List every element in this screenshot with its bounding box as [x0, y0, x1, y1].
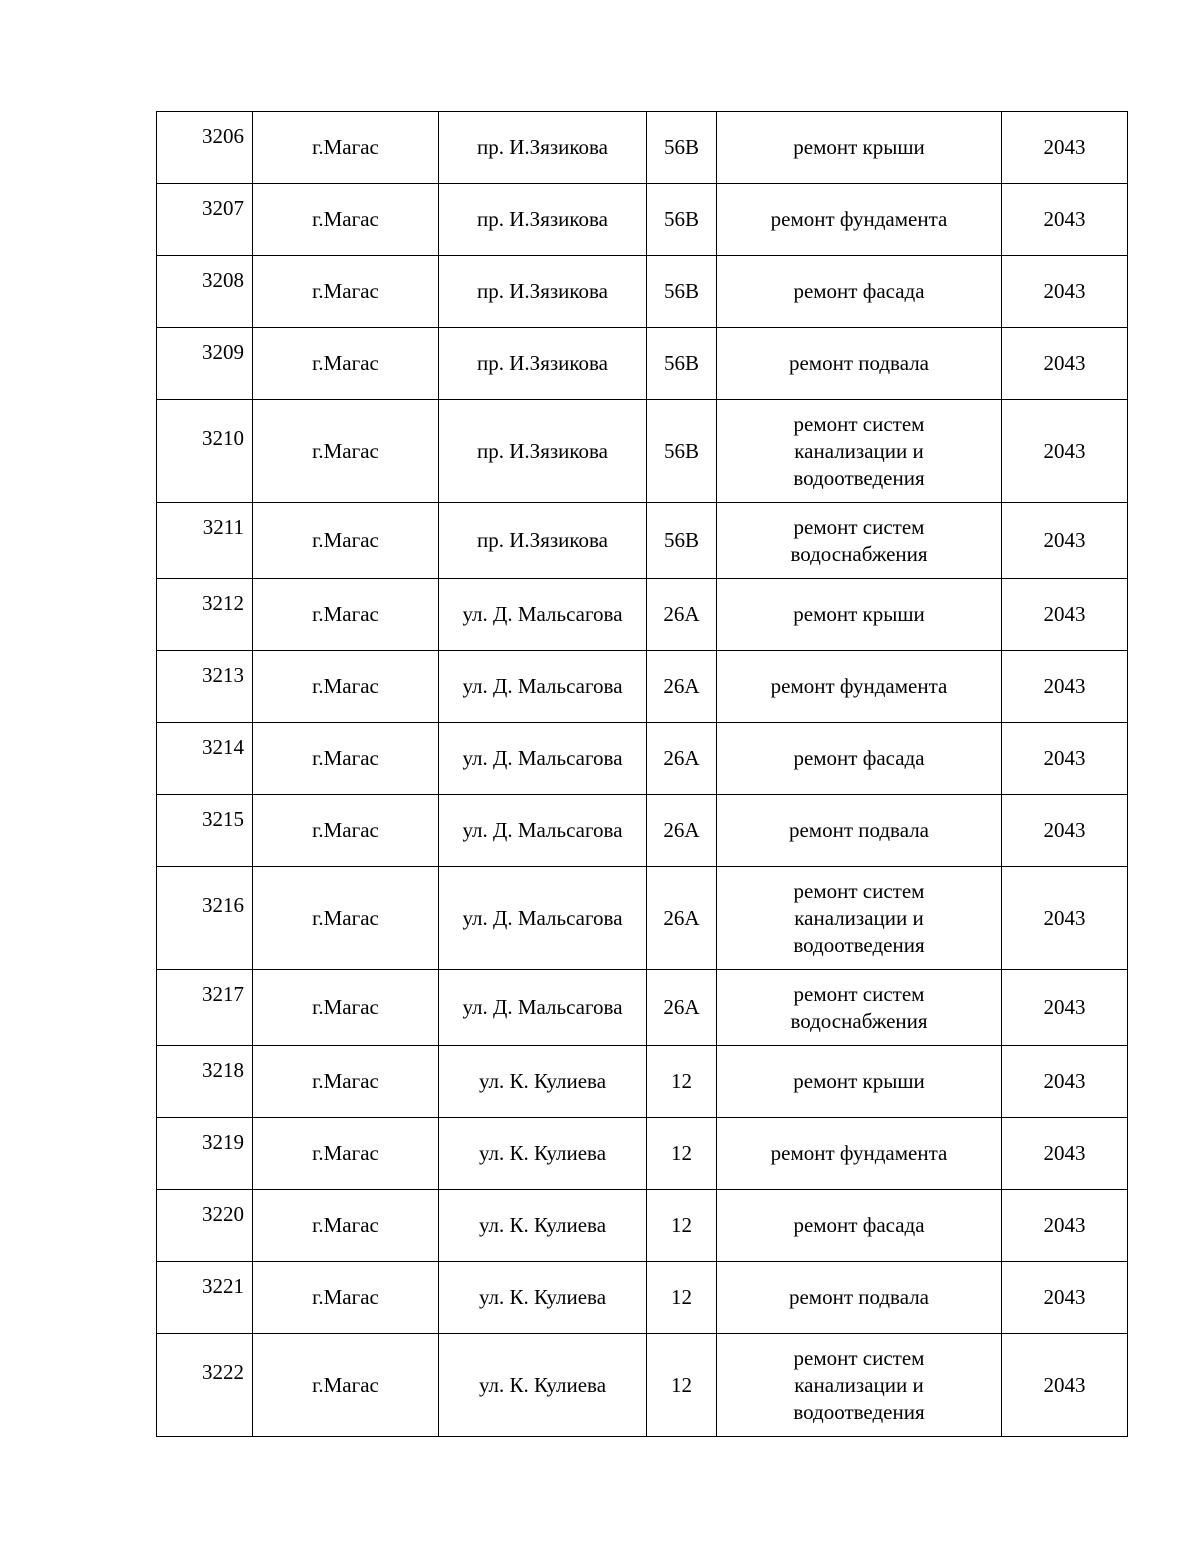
- city-cell: г.Магас: [253, 1046, 439, 1118]
- city-cell: г.Магас: [253, 503, 439, 579]
- house-number-cell: 12: [647, 1046, 717, 1118]
- work-type-line: ремонт фасада: [793, 279, 925, 303]
- work-type-line: водоотведения: [793, 932, 925, 957]
- year-cell: 2043: [1002, 328, 1128, 400]
- table-row: [157, 970, 1128, 1046]
- street-cell: ул. Д. Мальсагова: [439, 970, 647, 1046]
- year-cell: 2043: [1002, 1334, 1128, 1437]
- street-cell: пр. И.Зязикова: [439, 256, 647, 328]
- table-row: [157, 579, 1128, 651]
- year-cell: 2043: [1002, 1118, 1128, 1190]
- table-row: [157, 400, 1128, 503]
- work-type-cell: [717, 503, 1002, 579]
- work-type-line: ремонт подвала: [788, 1285, 930, 1309]
- work-type-cell: [717, 579, 1002, 651]
- row-number-cell: 3221: [157, 1262, 253, 1334]
- table-row: [157, 1118, 1128, 1190]
- row-number-cell: 3213: [157, 651, 253, 723]
- repair-schedule-table: [156, 111, 1128, 1437]
- table-body: [157, 112, 1128, 1437]
- work-type-line: водоснабжения: [790, 1008, 928, 1033]
- row-number-cell: 3218: [157, 1046, 253, 1118]
- year-cell: 2043: [1002, 1190, 1128, 1262]
- house-number-cell: 56В: [647, 112, 717, 184]
- street-cell: ул. К. Кулиева: [439, 1190, 647, 1262]
- work-type-cell: [717, 112, 1002, 184]
- row-number-cell: 3208: [157, 256, 253, 328]
- work-type-line: ремонт фасада: [793, 746, 925, 770]
- table-row: [157, 1334, 1128, 1437]
- row-number-cell: 3217: [157, 970, 253, 1046]
- street-cell: пр. И.Зязикова: [439, 112, 647, 184]
- work-type-line: ремонт фундамента: [770, 674, 948, 698]
- work-type-line: ремонт фасада: [793, 1213, 925, 1237]
- work-type-cell: [717, 867, 1002, 970]
- house-number-cell: 12: [647, 1262, 717, 1334]
- city-cell: г.Магас: [253, 1190, 439, 1262]
- work-type-line: ремонт систем: [793, 981, 925, 1006]
- work-type-cell: [717, 256, 1002, 328]
- house-number-cell: 56В: [647, 328, 717, 400]
- work-type-line: ремонт подвала: [788, 351, 930, 375]
- city-cell: г.Магас: [253, 723, 439, 795]
- year-cell: 2043: [1002, 579, 1128, 651]
- work-type-line: ремонт крыши: [793, 602, 925, 626]
- city-cell: г.Магас: [253, 112, 439, 184]
- year-cell: 2043: [1002, 795, 1128, 867]
- work-type-line: ремонт систем: [793, 1345, 925, 1370]
- street-cell: ул. К. Кулиева: [439, 1046, 647, 1118]
- table-row: [157, 867, 1128, 970]
- work-type-line: водоотведения: [793, 1399, 925, 1424]
- row-number-cell: 3219: [157, 1118, 253, 1190]
- work-type-line: ремонт систем: [793, 514, 925, 539]
- house-number-cell: 12: [647, 1190, 717, 1262]
- year-cell: 2043: [1002, 723, 1128, 795]
- street-cell: пр. И.Зязикова: [439, 328, 647, 400]
- row-number-cell: 3209: [157, 328, 253, 400]
- work-type-cell: [717, 184, 1002, 256]
- house-number-cell: 26А: [647, 795, 717, 867]
- city-cell: г.Магас: [253, 400, 439, 503]
- table-row: [157, 328, 1128, 400]
- table-row: [157, 651, 1128, 723]
- street-cell: ул. Д. Мальсагова: [439, 795, 647, 867]
- work-type-cell: [717, 651, 1002, 723]
- city-cell: г.Магас: [253, 1334, 439, 1437]
- year-cell: 2043: [1002, 651, 1128, 723]
- row-number-cell: 3222: [157, 1334, 253, 1437]
- city-cell: г.Магас: [253, 579, 439, 651]
- table-row: [157, 1046, 1128, 1118]
- house-number-cell: 26А: [647, 723, 717, 795]
- work-type-cell: [717, 795, 1002, 867]
- work-type-cell: [717, 1190, 1002, 1262]
- house-number-cell: 56В: [647, 400, 717, 503]
- table-row: [157, 1190, 1128, 1262]
- work-type-cell: [717, 1118, 1002, 1190]
- city-cell: г.Магас: [253, 1262, 439, 1334]
- table-row: [157, 1262, 1128, 1334]
- work-type-line: канализации и: [794, 1372, 924, 1397]
- row-number-cell: 3207: [157, 184, 253, 256]
- work-type-cell: [717, 970, 1002, 1046]
- street-cell: ул. Д. Мальсагова: [439, 651, 647, 723]
- street-cell: ул. Д. Мальсагова: [439, 723, 647, 795]
- work-type-cell: [717, 1046, 1002, 1118]
- table-row: [157, 723, 1128, 795]
- street-cell: пр. И.Зязикова: [439, 184, 647, 256]
- city-cell: г.Магас: [253, 867, 439, 970]
- table-row: [157, 184, 1128, 256]
- year-cell: 2043: [1002, 1046, 1128, 1118]
- year-cell: 2043: [1002, 867, 1128, 970]
- street-cell: ул. К. Кулиева: [439, 1262, 647, 1334]
- year-cell: 2043: [1002, 503, 1128, 579]
- table-row: [157, 795, 1128, 867]
- city-cell: г.Магас: [253, 184, 439, 256]
- work-type-line: ремонт крыши: [793, 1069, 925, 1093]
- row-number-cell: 3206: [157, 112, 253, 184]
- street-cell: ул. К. Кулиева: [439, 1334, 647, 1437]
- row-number-cell: 3214: [157, 723, 253, 795]
- row-number-cell: 3216: [157, 867, 253, 970]
- city-cell: г.Магас: [253, 795, 439, 867]
- city-cell: г.Магас: [253, 651, 439, 723]
- year-cell: 2043: [1002, 184, 1128, 256]
- house-number-cell: 12: [647, 1334, 717, 1437]
- work-type-line: ремонт крыши: [793, 135, 925, 159]
- work-type-line: ремонт фундамента: [770, 1141, 948, 1165]
- year-cell: 2043: [1002, 256, 1128, 328]
- city-cell: г.Магас: [253, 1118, 439, 1190]
- year-cell: 2043: [1002, 1262, 1128, 1334]
- house-number-cell: 56В: [647, 184, 717, 256]
- house-number-cell: 56В: [647, 503, 717, 579]
- year-cell: 2043: [1002, 400, 1128, 503]
- street-cell: ул. К. Кулиева: [439, 1118, 647, 1190]
- street-cell: ул. Д. Мальсагова: [439, 867, 647, 970]
- work-type-line: водоснабжения: [790, 541, 928, 566]
- city-cell: г.Магас: [253, 970, 439, 1046]
- work-type-line: водоотведения: [793, 465, 925, 490]
- row-number-cell: 3220: [157, 1190, 253, 1262]
- work-type-line: ремонт подвала: [788, 818, 930, 842]
- city-cell: г.Магас: [253, 256, 439, 328]
- work-type-line: канализации и: [794, 905, 924, 930]
- work-type-cell: [717, 328, 1002, 400]
- work-type-line: канализации и: [794, 438, 924, 463]
- row-number-cell: 3212: [157, 579, 253, 651]
- house-number-cell: 12: [647, 1118, 717, 1190]
- year-cell: 2043: [1002, 112, 1128, 184]
- row-number-cell: 3210: [157, 400, 253, 503]
- street-cell: пр. И.Зязикова: [439, 503, 647, 579]
- work-type-cell: [717, 723, 1002, 795]
- table-row: [157, 503, 1128, 579]
- work-type-cell: [717, 1262, 1002, 1334]
- city-cell: г.Магас: [253, 328, 439, 400]
- year-cell: 2043: [1002, 970, 1128, 1046]
- table-row: [157, 256, 1128, 328]
- street-cell: ул. Д. Мальсагова: [439, 579, 647, 651]
- work-type-line: ремонт систем: [793, 411, 925, 436]
- row-number-cell: 3215: [157, 795, 253, 867]
- work-type-cell: [717, 1334, 1002, 1437]
- house-number-cell: 56В: [647, 256, 717, 328]
- row-number-cell: 3211: [157, 503, 253, 579]
- work-type-cell: [717, 400, 1002, 503]
- work-type-line: ремонт фундамента: [770, 207, 948, 231]
- work-type-line: ремонт систем: [793, 878, 925, 903]
- table-row: [157, 112, 1128, 184]
- street-cell: пр. И.Зязикова: [439, 400, 647, 503]
- house-number-cell: 26А: [647, 867, 717, 970]
- house-number-cell: 26А: [647, 970, 717, 1046]
- house-number-cell: 26А: [647, 579, 717, 651]
- house-number-cell: 26А: [647, 651, 717, 723]
